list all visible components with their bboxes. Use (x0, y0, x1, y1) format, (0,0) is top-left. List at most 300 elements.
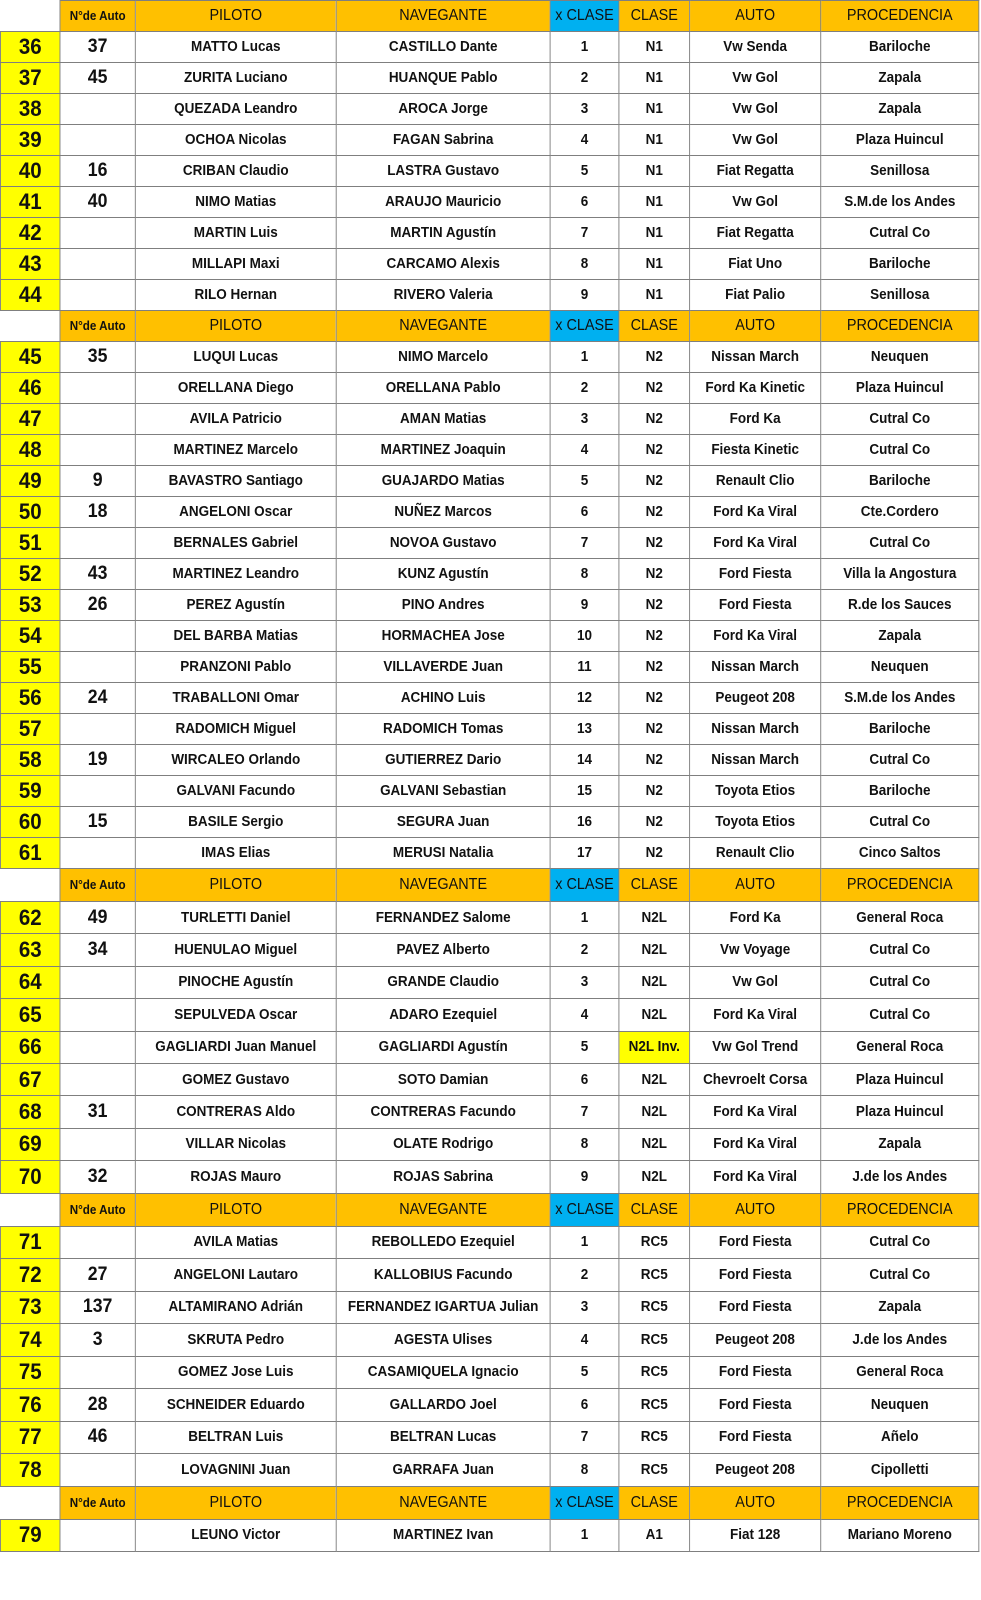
row-number-cell: 79 (0, 1519, 60, 1551)
navigator-cell: GALLARDO Joel (336, 1389, 550, 1422)
row-number-cell: 58 (0, 745, 60, 776)
navigator-cell: RIVERO Valeria (336, 280, 550, 311)
header-blank-cell (0, 1, 60, 32)
pilot-cell: PINOCHE Agustín (135, 966, 336, 998)
origin-cell: Cutral Co (821, 807, 979, 838)
row-number-cell: 70 (0, 1161, 60, 1193)
origin-cell: Cutral Co (821, 745, 979, 776)
class-position-cell: 5 (550, 1356, 619, 1389)
car-number-cell (60, 1063, 135, 1095)
header-car-number: N°de Auto (60, 311, 135, 342)
navigator-cell: ORELLANA Pablo (336, 373, 550, 404)
car-number-cell: 18 (60, 497, 135, 528)
origin-cell: Cutral Co (821, 435, 979, 466)
class-cell: RC5 (619, 1259, 690, 1292)
car-number-cell (60, 1031, 135, 1063)
navigator-cell: CARCAMO Alexis (336, 249, 550, 280)
row-number-cell: 49 (0, 466, 60, 497)
origin-cell: Cutral Co (821, 218, 979, 249)
pilot-cell: NIMO Matias (135, 187, 336, 218)
pilot-cell: SKRUTA Pedro (135, 1324, 336, 1357)
table-row (0, 497, 978, 528)
class-position-cell: 6 (550, 1063, 619, 1095)
class-cell: N2L (619, 999, 690, 1031)
row-number-cell: 36 (0, 32, 60, 63)
pilot-cell: ZURITA Luciano (135, 63, 336, 94)
row-number-cell: 56 (0, 683, 60, 714)
table-row (0, 280, 978, 311)
header-origin: PROCEDENCIA (821, 1486, 979, 1519)
pilot-cell: GAGLIARDI Juan Manuel (135, 1031, 336, 1063)
navigator-cell: GAGLIARDI Agustín (336, 1031, 550, 1063)
car-model-cell: Ford Ka Viral (690, 1128, 821, 1160)
class-cell: N2 (619, 404, 690, 435)
header-class: CLASE (619, 869, 690, 902)
origin-cell: Cutral Co (821, 528, 979, 559)
origin-cell: J.de los Andes (821, 1324, 979, 1357)
pilot-cell: GOMEZ Gustavo (135, 1063, 336, 1095)
navigator-cell: MARTIN Agustín (336, 218, 550, 249)
class-position-cell: 9 (550, 280, 619, 311)
table-row (0, 902, 978, 934)
pilot-cell: HUENULAO Miguel (135, 934, 336, 966)
class-position-cell: 4 (550, 435, 619, 466)
class-position-cell: 4 (550, 999, 619, 1031)
pilot-cell: LOVAGNINI Juan (135, 1454, 336, 1487)
class-cell: A1 (619, 1519, 690, 1551)
table-row (0, 63, 978, 94)
car-model-cell: Chevroelt Corsa (690, 1063, 821, 1095)
car-model-cell: Vw Gol (690, 966, 821, 998)
class-cell: N2 (619, 497, 690, 528)
row-number-cell: 75 (0, 1356, 60, 1389)
origin-cell: Mariano Moreno (821, 1519, 979, 1551)
header-class: CLASE (619, 1486, 690, 1519)
pilot-cell: GOMEZ Jose Luis (135, 1356, 336, 1389)
car-number-cell: 27 (60, 1259, 135, 1292)
class-cell: N1 (619, 218, 690, 249)
pilot-cell: BASILE Sergio (135, 807, 336, 838)
class-position-cell: 13 (550, 714, 619, 745)
car-number-cell: 43 (60, 559, 135, 590)
car-number-cell: 45 (60, 63, 135, 94)
class-position-cell: 2 (550, 934, 619, 966)
class-cell: N2L Inv. (619, 1031, 690, 1063)
pilot-cell: AVILA Patricio (135, 404, 336, 435)
navigator-cell: GUAJARDO Matias (336, 466, 550, 497)
pilot-cell: MARTINEZ Leandro (135, 559, 336, 590)
car-model-cell: Vw Gol Trend (690, 1031, 821, 1063)
table-row (0, 1389, 978, 1422)
car-model-cell: Nissan March (690, 652, 821, 683)
pilot-cell: MARTINEZ Marcelo (135, 435, 336, 466)
navigator-cell: NUÑEZ Marcos (336, 497, 550, 528)
origin-cell: S.M.de los Andes (821, 187, 979, 218)
class-position-cell: 3 (550, 404, 619, 435)
header-navigator: NAVEGANTE (336, 1, 550, 32)
class-cell: N2 (619, 807, 690, 838)
car-number-cell: 26 (60, 590, 135, 621)
origin-cell: Plaza Huincul (821, 125, 979, 156)
class-cell: RC5 (619, 1291, 690, 1324)
origin-cell: General Roca (821, 1031, 979, 1063)
navigator-cell: BELTRAN Lucas (336, 1421, 550, 1454)
class-position-cell: 5 (550, 1031, 619, 1063)
navigator-cell: OLATE Rodrigo (336, 1128, 550, 1160)
origin-cell: Cutral Co (821, 934, 979, 966)
car-number-cell (60, 528, 135, 559)
table-row (0, 435, 978, 466)
header-row (0, 311, 978, 342)
origin-cell: Zapala (821, 63, 979, 94)
car-model-cell: Vw Gol (690, 187, 821, 218)
car-number-cell: 31 (60, 1096, 135, 1128)
row-number-cell: 51 (0, 528, 60, 559)
class-position-cell: 7 (550, 528, 619, 559)
header-row (0, 869, 978, 902)
car-number-cell (60, 373, 135, 404)
class-position-cell: 10 (550, 621, 619, 652)
table-row (0, 404, 978, 435)
row-number-cell: 42 (0, 218, 60, 249)
pilot-cell: VILLAR Nicolas (135, 1128, 336, 1160)
header-car-number: N°de Auto (60, 1, 135, 32)
header-car: AUTO (690, 1486, 821, 1519)
origin-cell: Cte.Cordero (821, 497, 979, 528)
car-model-cell: Ford Fiesta (690, 559, 821, 590)
class-position-cell: 2 (550, 1259, 619, 1292)
car-model-cell: Ford Ka Kinetic (690, 373, 821, 404)
class-cell: N2 (619, 590, 690, 621)
car-model-cell: Nissan March (690, 342, 821, 373)
origin-cell: Senillosa (821, 156, 979, 187)
car-model-cell: Vw Voyage (690, 934, 821, 966)
origin-cell: Cipolletti (821, 1454, 979, 1487)
car-number-cell (60, 1519, 135, 1551)
car-number-cell (60, 1454, 135, 1487)
class-position-cell: 15 (550, 776, 619, 807)
class-position-cell: 6 (550, 187, 619, 218)
pilot-cell: TRABALLONI Omar (135, 683, 336, 714)
car-number-cell (60, 218, 135, 249)
row-number-cell: 60 (0, 807, 60, 838)
car-number-cell (60, 404, 135, 435)
row-number-cell: 41 (0, 187, 60, 218)
car-model-cell: Ford Fiesta (690, 590, 821, 621)
navigator-cell: REBOLLEDO Ezequiel (336, 1226, 550, 1259)
header-car: AUTO (690, 1, 821, 32)
row-number-cell: 54 (0, 621, 60, 652)
pilot-cell: BELTRAN Luis (135, 1421, 336, 1454)
class-cell: N2L (619, 1096, 690, 1128)
header-x-class: x CLASE (550, 1193, 619, 1226)
car-model-cell: Ford Ka Viral (690, 528, 821, 559)
origin-cell: Plaza Huincul (821, 1063, 979, 1095)
class-position-cell: 8 (550, 1128, 619, 1160)
class-cell: N1 (619, 94, 690, 125)
pilot-cell: BERNALES Gabriel (135, 528, 336, 559)
navigator-cell: ACHINO Luis (336, 683, 550, 714)
class-position-cell: 1 (550, 342, 619, 373)
row-number-cell: 48 (0, 435, 60, 466)
table-row (0, 373, 978, 404)
class-cell: RC5 (619, 1454, 690, 1487)
navigator-cell: AROCA Jorge (336, 94, 550, 125)
car-model-cell: Peugeot 208 (690, 1324, 821, 1357)
origin-cell: Plaza Huincul (821, 373, 979, 404)
row-number-cell: 72 (0, 1259, 60, 1292)
pilot-cell: ANGELONI Lautaro (135, 1259, 336, 1292)
header-blank-cell (0, 1486, 60, 1519)
table-row (0, 966, 978, 998)
car-model-cell: Nissan March (690, 714, 821, 745)
table-row (0, 776, 978, 807)
table-row (0, 652, 978, 683)
car-model-cell: Ford Ka Viral (690, 1096, 821, 1128)
navigator-cell: SOTO Damian (336, 1063, 550, 1095)
car-model-cell: Fiat Uno (690, 249, 821, 280)
car-model-cell: Peugeot 208 (690, 683, 821, 714)
class-cell: N2 (619, 435, 690, 466)
header-origin: PROCEDENCIA (821, 1193, 979, 1226)
row-number-cell: 44 (0, 280, 60, 311)
pilot-cell: LUQUI Lucas (135, 342, 336, 373)
car-model-cell: Ford Fiesta (690, 1226, 821, 1259)
header-car: AUTO (690, 869, 821, 902)
class-cell: N1 (619, 249, 690, 280)
origin-cell: Zapala (821, 94, 979, 125)
origin-cell: Plaza Huincul (821, 1096, 979, 1128)
car-number-cell: 16 (60, 156, 135, 187)
header-pilot: PILOTO (135, 1193, 336, 1226)
header-navigator: NAVEGANTE (336, 1486, 550, 1519)
class-position-cell: 9 (550, 1161, 619, 1193)
row-number-cell: 69 (0, 1128, 60, 1160)
car-number-cell: 32 (60, 1161, 135, 1193)
pilot-cell: DEL BARBA Matias (135, 621, 336, 652)
origin-cell: Bariloche (821, 249, 979, 280)
class-cell: N2L (619, 966, 690, 998)
navigator-cell: PINO Andres (336, 590, 550, 621)
table-row (0, 1356, 978, 1389)
navigator-cell: PAVEZ Alberto (336, 934, 550, 966)
navigator-cell: MARTINEZ Joaquin (336, 435, 550, 466)
table-row (0, 838, 978, 869)
origin-cell: Cutral Co (821, 1259, 979, 1292)
row-number-cell: 62 (0, 902, 60, 934)
class-cell: N2 (619, 621, 690, 652)
table-row (0, 1063, 978, 1095)
class-position-cell: 1 (550, 1519, 619, 1551)
pilot-cell: TURLETTI Daniel (135, 902, 336, 934)
row-number-cell: 65 (0, 999, 60, 1031)
class-position-cell: 16 (550, 807, 619, 838)
car-model-cell: Renault Clio (690, 466, 821, 497)
navigator-cell: ROJAS Sabrina (336, 1161, 550, 1193)
pilot-cell: CONTRERAS Aldo (135, 1096, 336, 1128)
navigator-cell: FERNANDEZ Salome (336, 902, 550, 934)
class-position-cell: 6 (550, 497, 619, 528)
car-number-cell (60, 714, 135, 745)
navigator-cell: AMAN Matias (336, 404, 550, 435)
header-car-number: N°de Auto (60, 869, 135, 902)
car-number-cell (60, 125, 135, 156)
navigator-cell: MARTINEZ Ivan (336, 1519, 550, 1551)
table-row (0, 745, 978, 776)
table-body (0, 1, 978, 1552)
navigator-cell: SEGURA Juan (336, 807, 550, 838)
car-number-cell (60, 838, 135, 869)
class-cell: N2 (619, 373, 690, 404)
origin-cell: Bariloche (821, 466, 979, 497)
class-cell: RC5 (619, 1356, 690, 1389)
origin-cell: Cutral Co (821, 966, 979, 998)
car-model-cell: Ford Ka Viral (690, 497, 821, 528)
table-row (0, 559, 978, 590)
row-number-cell: 68 (0, 1096, 60, 1128)
car-model-cell: Ford Ka Viral (690, 621, 821, 652)
header-navigator: NAVEGANTE (336, 311, 550, 342)
origin-cell: Neuquen (821, 342, 979, 373)
class-position-cell: 14 (550, 745, 619, 776)
car-model-cell: Ford Fiesta (690, 1421, 821, 1454)
table-row (0, 156, 978, 187)
header-pilot: PILOTO (135, 1486, 336, 1519)
car-model-cell: Vw Gol (690, 63, 821, 94)
row-number-cell: 45 (0, 342, 60, 373)
class-position-cell: 1 (550, 1226, 619, 1259)
class-position-cell: 5 (550, 466, 619, 497)
car-number-cell (60, 249, 135, 280)
table-row (0, 590, 978, 621)
table-row (0, 125, 978, 156)
class-cell: N2 (619, 776, 690, 807)
header-car-number: N°de Auto (60, 1193, 135, 1226)
pilot-cell: SEPULVEDA Oscar (135, 999, 336, 1031)
row-number-cell: 55 (0, 652, 60, 683)
car-number-cell: 15 (60, 807, 135, 838)
header-class: CLASE (619, 1193, 690, 1226)
navigator-cell: VILLAVERDE Juan (336, 652, 550, 683)
car-model-cell: Fiat Palio (690, 280, 821, 311)
header-car: AUTO (690, 1193, 821, 1226)
origin-cell: Bariloche (821, 714, 979, 745)
table-row (0, 1324, 978, 1357)
class-position-cell: 8 (550, 1454, 619, 1487)
class-cell: RC5 (619, 1324, 690, 1357)
origin-cell: Bariloche (821, 776, 979, 807)
row-number-cell: 76 (0, 1389, 60, 1422)
table-row (0, 1259, 978, 1292)
origin-cell: Neuquen (821, 652, 979, 683)
origin-cell: S.M.de los Andes (821, 683, 979, 714)
table-row (0, 1421, 978, 1454)
navigator-cell: RADOMICH Tomas (336, 714, 550, 745)
car-model-cell: Fiat 128 (690, 1519, 821, 1551)
table-row (0, 1454, 978, 1487)
navigator-cell: NIMO Marcelo (336, 342, 550, 373)
header-origin: PROCEDENCIA (821, 869, 979, 902)
row-number-cell: 47 (0, 404, 60, 435)
header-navigator: NAVEGANTE (336, 869, 550, 902)
car-model-cell: Vw Gol (690, 94, 821, 125)
class-cell: N2 (619, 466, 690, 497)
class-position-cell: 11 (550, 652, 619, 683)
origin-cell: Cutral Co (821, 1226, 979, 1259)
class-position-cell: 9 (550, 590, 619, 621)
navigator-cell: KUNZ Agustín (336, 559, 550, 590)
row-number-cell: 39 (0, 125, 60, 156)
navigator-cell: GUTIERREZ Dario (336, 745, 550, 776)
car-number-cell: 9 (60, 466, 135, 497)
origin-cell: Zapala (821, 1128, 979, 1160)
origin-cell: Cutral Co (821, 999, 979, 1031)
header-x-class: x CLASE (550, 1486, 619, 1519)
pilot-cell: RADOMICH Miguel (135, 714, 336, 745)
header-blank-cell (0, 869, 60, 902)
car-number-cell (60, 94, 135, 125)
row-number-cell: 46 (0, 373, 60, 404)
car-number-cell: 24 (60, 683, 135, 714)
class-cell: N2 (619, 838, 690, 869)
table-row (0, 342, 978, 373)
class-cell: N2 (619, 528, 690, 559)
car-model-cell: Fiat Regatta (690, 218, 821, 249)
origin-cell: Villa la Angostura (821, 559, 979, 590)
navigator-cell: LASTRA Gustavo (336, 156, 550, 187)
car-model-cell: Ford Ka Viral (690, 1161, 821, 1193)
pilot-cell: PRANZONI Pablo (135, 652, 336, 683)
origin-cell: Neuquen (821, 1389, 979, 1422)
header-pilot: PILOTO (135, 1, 336, 32)
navigator-cell: ADARO Ezequiel (336, 999, 550, 1031)
class-position-cell: 17 (550, 838, 619, 869)
car-model-cell: Vw Senda (690, 32, 821, 63)
navigator-cell: NOVOA Gustavo (336, 528, 550, 559)
header-x-class: x CLASE (550, 311, 619, 342)
class-position-cell: 8 (550, 249, 619, 280)
navigator-cell: HUANQUE Pablo (336, 63, 550, 94)
table-row (0, 1291, 978, 1324)
header-origin: PROCEDENCIA (821, 311, 979, 342)
row-number-cell: 53 (0, 590, 60, 621)
pilot-cell: ALTAMIRANO Adrián (135, 1291, 336, 1324)
pilot-cell: OCHOA Nicolas (135, 125, 336, 156)
navigator-cell: ARAUJO Mauricio (336, 187, 550, 218)
row-number-cell: 61 (0, 838, 60, 869)
car-number-cell: 137 (60, 1291, 135, 1324)
navigator-cell: CASAMIQUELA Ignacio (336, 1356, 550, 1389)
class-cell: N2 (619, 559, 690, 590)
table-row (0, 1161, 978, 1193)
class-position-cell: 1 (550, 32, 619, 63)
pilot-cell: AVILA Matias (135, 1226, 336, 1259)
row-number-cell: 67 (0, 1063, 60, 1095)
header-class: CLASE (619, 311, 690, 342)
row-number-cell: 74 (0, 1324, 60, 1357)
car-model-cell: Fiesta Kinetic (690, 435, 821, 466)
row-number-cell: 66 (0, 1031, 60, 1063)
car-model-cell: Toyota Etios (690, 807, 821, 838)
pilot-cell: PEREZ Agustín (135, 590, 336, 621)
car-number-cell: 3 (60, 1324, 135, 1357)
car-number-cell: 46 (60, 1421, 135, 1454)
car-model-cell: Ford Fiesta (690, 1389, 821, 1422)
car-number-cell (60, 1128, 135, 1160)
row-number-cell: 78 (0, 1454, 60, 1487)
car-model-cell: Ford Ka (690, 404, 821, 435)
car-model-cell: Nissan March (690, 745, 821, 776)
